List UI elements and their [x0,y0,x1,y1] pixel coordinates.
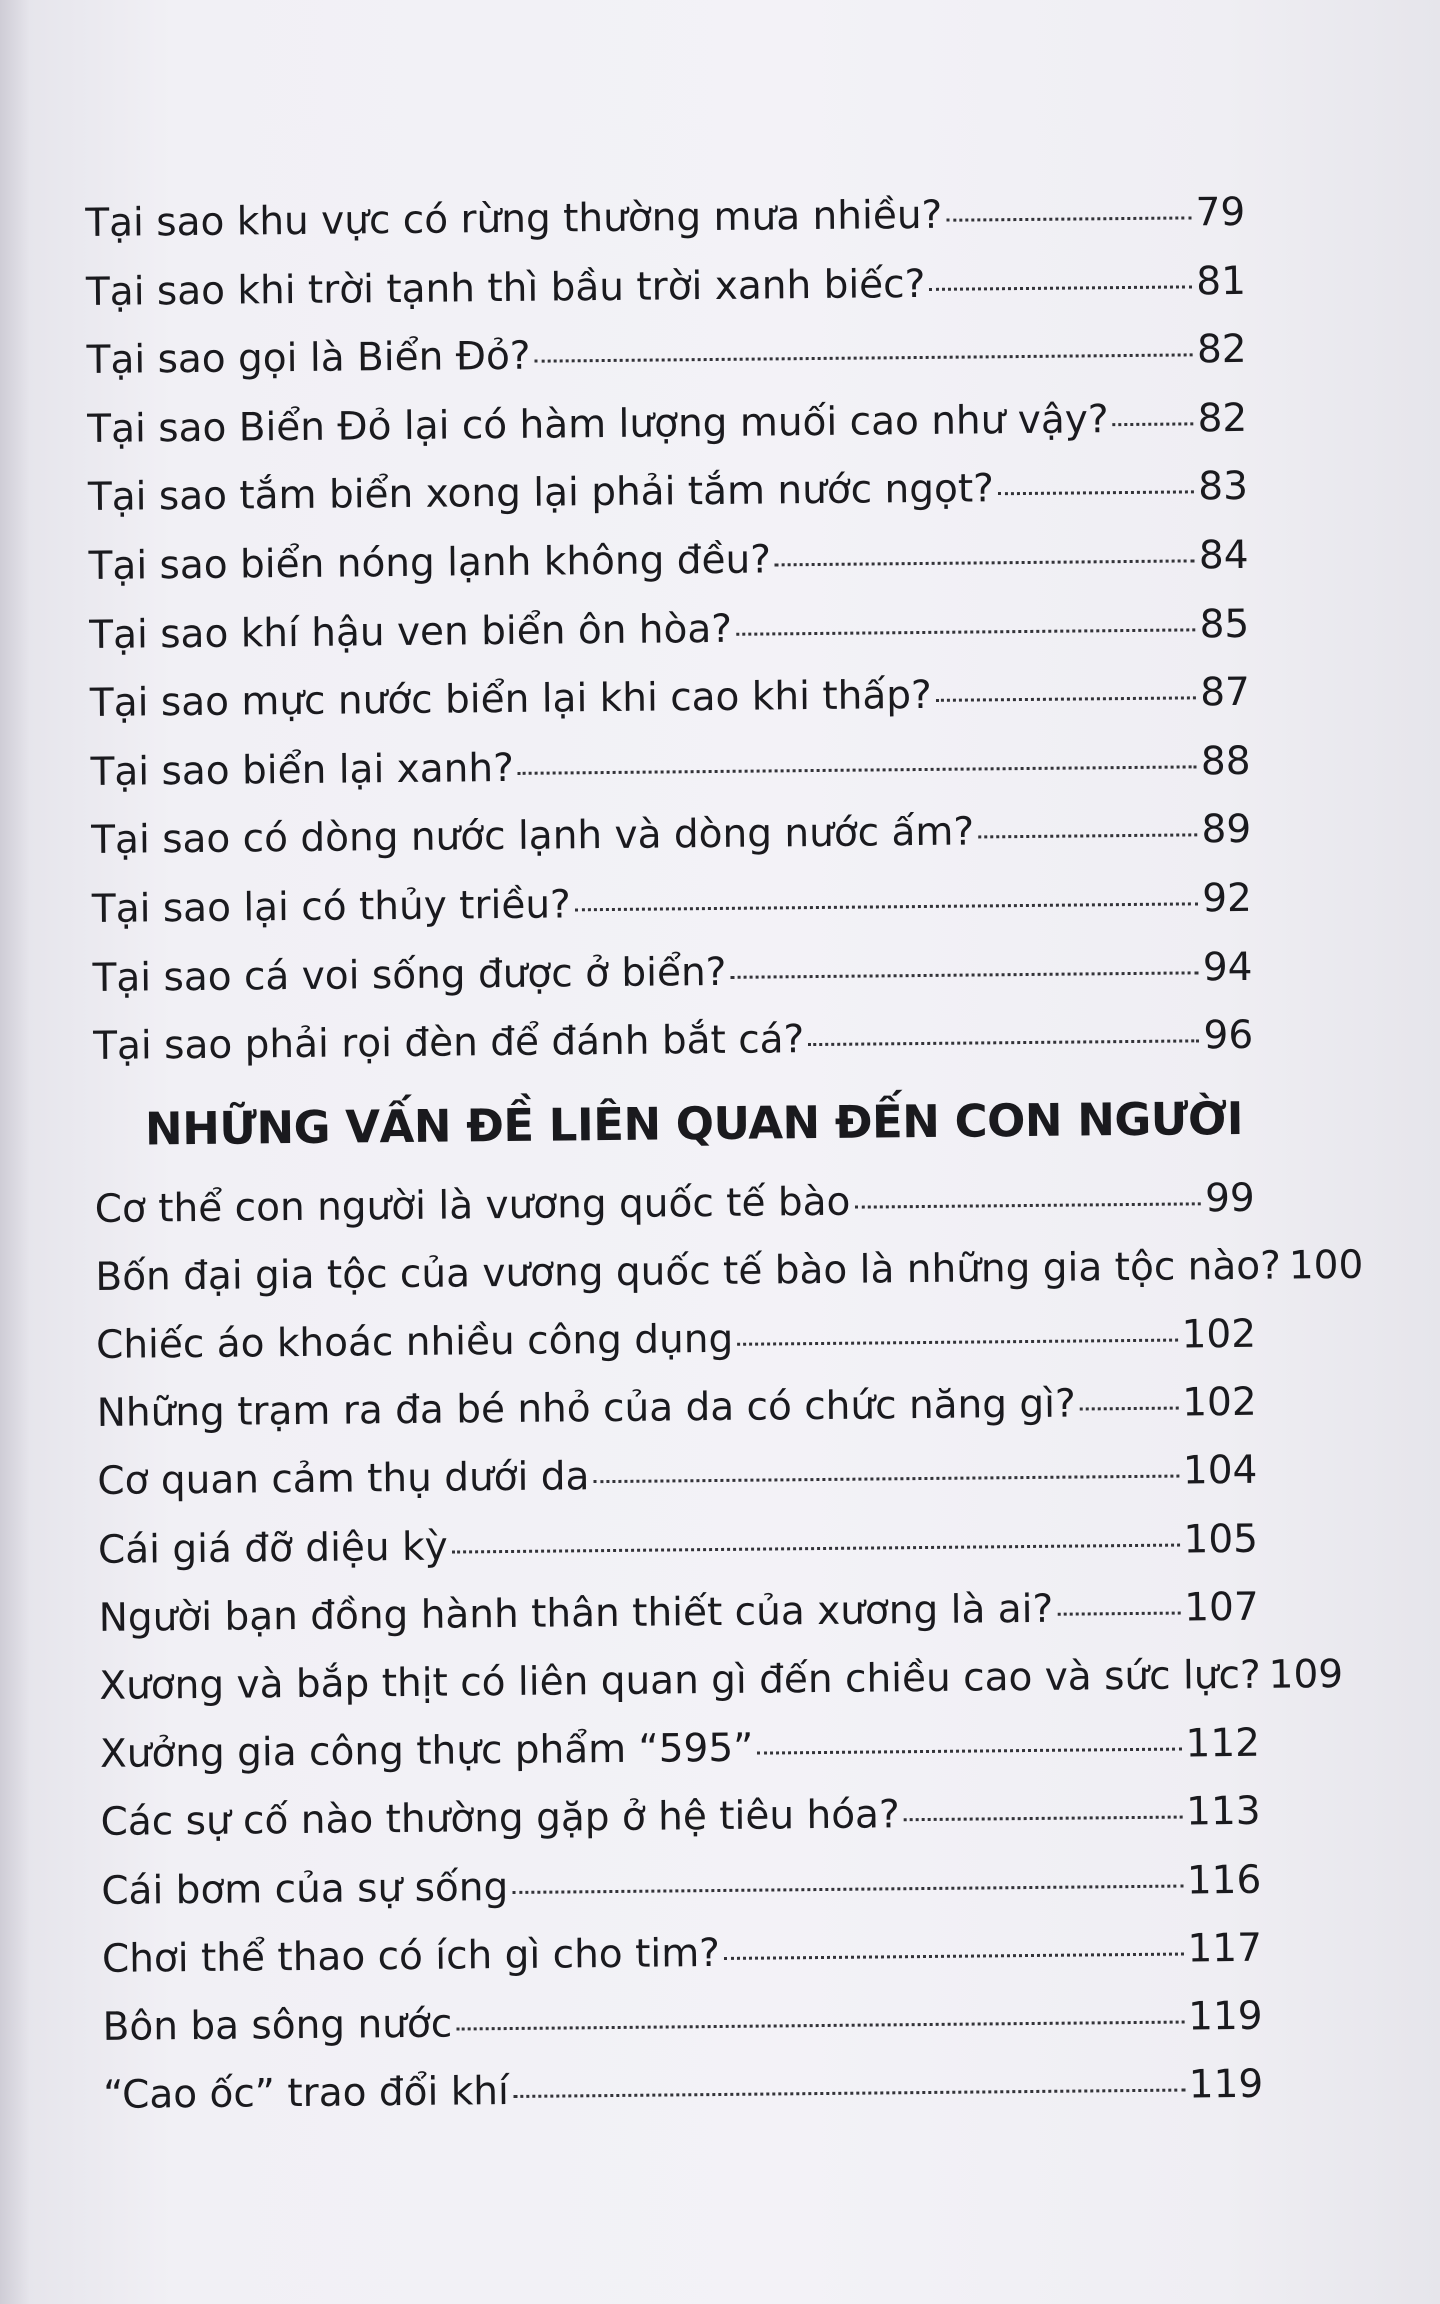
page-number: 99 [1204,1175,1255,1222]
dot-leader [978,834,1197,839]
page-number: 94 [1202,944,1253,990]
page-number: 107 [1183,1584,1259,1631]
dot-leader [512,1884,1183,1893]
toc-entry [98,1505,1259,1584]
entry-title: Những trạm ra đa bé nhỏ của da có chức năng gì? [96,1381,1076,1437]
dot-leader [575,902,1198,911]
toc-entry [90,728,1251,808]
dot-leader [757,1748,1181,1755]
dot-leader [593,1475,1178,1484]
page-number: 119 [1188,2061,1264,2108]
dot-leader [513,2089,1185,2098]
dot-leader [737,1339,1177,1346]
toc-entry [88,522,1249,602]
entry-title: Tại sao biển lại xanh? [90,745,515,795]
dot-leader [936,697,1197,703]
toc-entry [101,1846,1262,1925]
toc-entry [86,316,1247,396]
toc-entry [96,1301,1257,1380]
toc-entry [92,933,1253,1013]
toc-entry [98,1574,1259,1653]
dot-leader [518,765,1197,775]
toc-entry [91,796,1252,876]
dot-leader [946,216,1191,221]
entry-title: Xương và bắp thịt có liên quan gì đến chiều cao và sức lực? [99,1652,1261,1709]
toc-entry [100,1710,1261,1789]
page-number: 83 [1198,464,1249,510]
dot-leader [535,354,1193,363]
entry-title: Tại sao biển nóng lạnh không đều? [88,537,772,589]
page-number: 96 [1203,1012,1254,1059]
dot-leader [1057,1611,1180,1615]
toc-entry [86,247,1247,327]
toc-entry [85,179,1246,259]
toc-entry [90,659,1251,739]
page-number: 117 [1187,1925,1263,1972]
entry-title: Bôn ba sông nước [102,2001,453,2050]
toc-entry [87,385,1248,465]
page-number: 79 [1195,189,1246,236]
entry-title: Tại sao tắm biển xong lại phải tắm nước ngọt? [87,466,995,521]
dot-leader [1113,422,1194,426]
toc-entry [102,1915,1263,1994]
entry-title: Người bạn đồng hành thân thiết của xương là ai? [98,1586,1054,1641]
entry-title: Tại sao khu vực có rừng thường mưa nhiều? [85,192,943,246]
page-number: 105 [1183,1516,1259,1563]
dot-leader [775,559,1195,566]
toc-entry [103,2051,1264,2130]
toc-entry [95,1233,1364,1312]
toc-entry [94,1165,1255,1244]
section-heading: NHỮNG VẤN ĐỀ LIÊN QUAN ĐẾN CON NGƯỜI [144,1091,1244,1156]
dot-leader [1080,1407,1179,1411]
entry-title: Xưởng gia công thực phẩm “595” [99,1725,754,1778]
entry-title: Cái bơm của sự sống [101,1864,509,1914]
dot-leader [808,1039,1199,1046]
entry-title: Cơ quan cảm thụ dưới da [97,1454,590,1505]
entry-title: Tại sao gọi là Biển Đỏ? [86,333,531,384]
page-number: 112 [1185,1721,1261,1767]
toc-entry [93,1002,1254,1082]
dot-leader [452,1543,1180,1553]
page-number: 82 [1197,395,1248,442]
entry-title: Tại sao phải rọi đèn để đánh bắt cá? [93,1017,805,1070]
entry-title: Chiếc áo khoác nhiều công dụng [95,1316,734,1369]
page-number: 85 [1199,601,1250,647]
entry-title: Tại sao cá voi sống được ở biển? [92,949,727,1001]
dot-leader [730,971,1199,978]
page-number: 89 [1201,807,1252,853]
dot-leader [904,1816,1183,1822]
entry-title: Tại sao có dòng nước lạnh và dòng nước ấm? [91,809,975,864]
entry-title: Tại sao mực nước biển lại khi cao khi thấp? [89,673,932,727]
toc-entry [97,1437,1258,1516]
toc-entry [89,590,1250,670]
toc-entry [88,453,1249,533]
entry-title: Bốn đại gia tộc của vương quốc tế bào là những gia tộc nào? [95,1243,1282,1300]
page-number: 87 [1200,669,1251,716]
page-number: 100 [1288,1242,1364,1289]
page-number: 84 [1198,532,1249,579]
table-of-contents [85,179,1364,2130]
dot-leader [854,1202,1201,1208]
page-number: 119 [1187,1993,1263,2040]
toc-entry [100,1778,1261,1857]
dot-leader [929,285,1192,291]
entry-title: Tại sao khi trời tạnh thì bầu trời xanh biếc? [85,261,926,315]
dot-leader [724,1952,1184,1959]
page-number: 82 [1196,327,1247,373]
entry-title: Cái giá đỡ diệu kỳ [97,1524,448,1573]
page-number: 102 [1181,1311,1257,1358]
page-number: 81 [1196,258,1247,304]
page-number: 113 [1185,1789,1261,1835]
dot-leader [456,2021,1184,2031]
dot-leader [998,491,1194,496]
entry-title: Tại sao khí hậu ven biển ôn hòa? [89,606,733,658]
page-number: 88 [1200,738,1251,785]
page-number: 116 [1186,1857,1262,1904]
entry-title: Các sự cố nào thường gặp ở hệ tiêu hóa? [100,1792,900,1846]
entry-title: Tại sao Biển Đỏ lại có hàm lượng muối cao như vậy? [87,396,1109,452]
toc-section-two [94,1165,1364,2131]
page-number: 102 [1182,1380,1257,1426]
toc-entry [102,1983,1263,2062]
toc-section-one [85,179,1254,1082]
page-number: 109 [1268,1652,1344,1698]
dot-leader [736,628,1196,635]
toc-entry [92,865,1253,945]
page-number: 104 [1182,1448,1258,1494]
toc-entry [96,1369,1257,1448]
entry-title: “Cao ốc” trao đổi khí [103,2069,510,2119]
entry-title: Chơi thể thao có ích gì cho tim? [101,1930,721,1982]
toc-entry [99,1642,1344,1721]
entry-title: Cơ thể con người là vương quốc tế bào [94,1179,851,1232]
page-number: 92 [1201,875,1253,922]
page-spine-shadow [0,0,30,2304]
entry-title: Tại sao lại có thủy triều? [91,882,571,932]
